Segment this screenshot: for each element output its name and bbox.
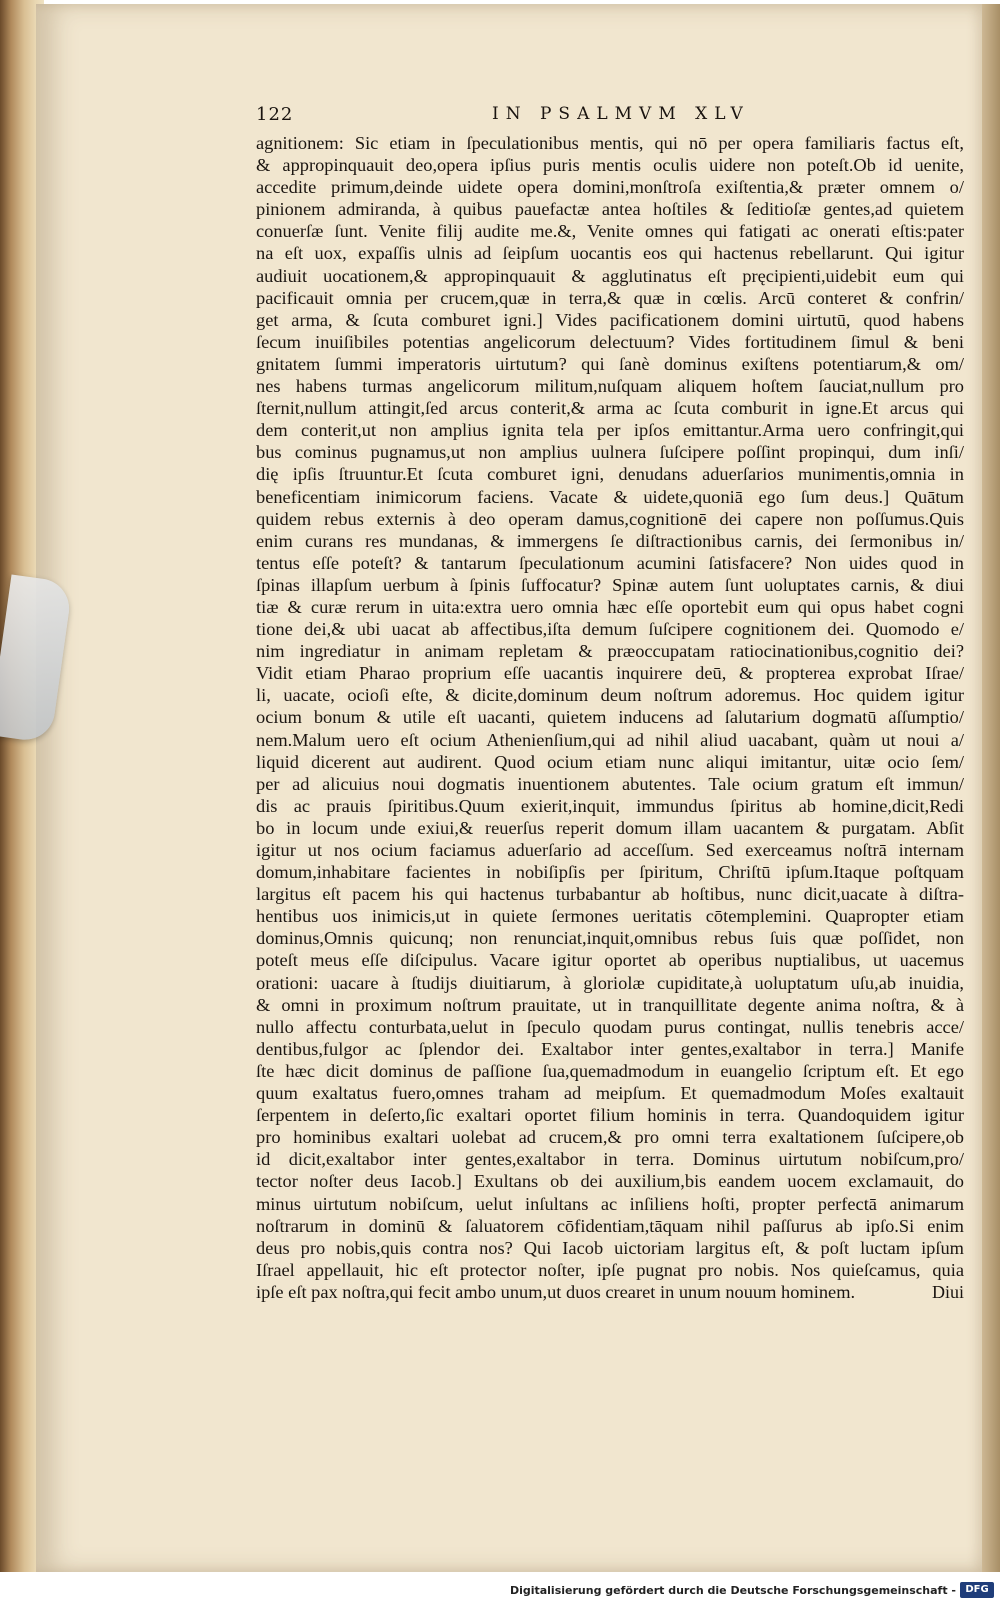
text-line: dentibus,fulgor ac ſplendor dei. Exaltabor inter gentes,exaltabor in terra.] Manife xyxy=(256,1038,964,1059)
text-line: ſerpentem in deſerto,ſic exaltari oportet filium hominis in terra. Quandoquidem igitur xyxy=(256,1105,964,1126)
text-line: minus uirtutum nobiſcum, uelut inſultans ac inſiliens hoſti, propter perfectā animarum xyxy=(256,1193,964,1214)
text-line: id dicit,exaltabor inter gentes,exaltabor in terra. Dominus uirtutum nobiſcum,pro/ xyxy=(256,1149,964,1170)
text-line: nem.Malum uero eſt ocium Athenienſium,qui ad nihil aliud uacabant, quàm ut noui a/ xyxy=(256,729,964,750)
text-line: pinionem admiranda, à quibus pauefactæ antea hoſtiles & ſeditioſæ gentes,ad quietem xyxy=(256,199,964,220)
text-line: bus cominus pugnamus,ut non amplius uulnera ſuſcipere poſſint propinqui, dum inſi/ xyxy=(256,442,964,463)
text-line: tector noſter deus Iacob.] Exultans ob dei auxilium,bis eandem uocem exclamauit, do xyxy=(256,1171,964,1192)
text-line: ſte hæc dicit dominus de paſſione ſua,quemadmodum in euangelio ſcriptum eſt. Et ego xyxy=(256,1060,964,1081)
text-line: nes habens turmas angelicorum militum,nuſquam aliquem hoſtem ſauciat,nullum pro xyxy=(256,376,964,397)
text-line: liquid dicerent aut audirent. Quod ocium etiam nunc aliqui imitantur, uitæ ocio ſem/ xyxy=(256,751,964,772)
text-line: bo in locum unde exiui,& reuerſus reperit domum illam uacantem & purgatam. Abſit xyxy=(256,817,964,838)
body-text xyxy=(256,132,964,1303)
footer-bar xyxy=(0,1574,1000,1609)
text-line: pro hominibus exaltari uolebat ad crucem,& pro omni terra exaltationem ſuſcipere,ob xyxy=(256,1127,964,1148)
text-line: enim curans res mundanas, & immergens ſe diſtractionibus carnis, dei ſermonibus in/ xyxy=(256,530,964,551)
text-line: domum,inhabitare facientes in nobiſipſis per ſpiritum, Chriſtū ipſum.Itaque poſtquam xyxy=(256,862,964,883)
text-line: dominus,Omnis quicunq; non renunciat,inquit,omnibus rebus ſuis quæ poſſidet, non xyxy=(256,928,964,949)
text-line: nullo affectu conturbata,uelut in ſpeculo quodam purus contingat, nullis tenebris acce/ xyxy=(256,1016,964,1037)
text-line: tiæ & curæ rerum in uita:extra uero omnia hæc eſſe oportebit eum qui opus habet cogni xyxy=(256,596,964,617)
text-line: tentus eſſe poteſt? & tantarum ſpeculationum acumini ſatisfacere? Non uides quod in xyxy=(256,552,964,573)
text-line: Iſrael appellauit, hic eſt protector noſter, ipſe pugnat pro nobis. Nos quieſcamus, quia xyxy=(256,1259,964,1280)
text-line: accedite primum,deinde uidete opera domini,monſtroſa exiſtentia,& præter omnem o/ xyxy=(256,177,964,198)
text-line: quidem rebus externis à deo operam damus,cognitionē dei capere non poſſumus.Quis xyxy=(256,508,964,529)
text-line: noſtrarum in dominū & ſaluatorem cōfidentiam,tāquam nihil paſſurus ab ipſo.Si enim xyxy=(256,1215,964,1236)
text-line: ſecum inuiſibiles potentias angelicorum delectuum? Vides fortitudinem ſimul & beni xyxy=(256,331,964,352)
text-line: deus pro nobis,quis contra nos? Qui Iacob uictoriam largitus eſt, & poſt luctam ipſum xyxy=(256,1237,964,1258)
page-header xyxy=(256,104,964,128)
text-line: ſternit,nullum attingit,ſed arcus conterit,& arma ac ſcuta comburit in igne.Et arcus qui xyxy=(256,398,964,419)
text-line: igitur ut nos ocium faciamus aduerſario ad acceſſum. Sed exerceamus noſtrā internam xyxy=(256,840,964,860)
catchword: Diui xyxy=(931,1282,964,1302)
text-line: quum exaltatus fuero,omnes traham ad meipſum. Et quemadmodum Moſes exaltauit xyxy=(256,1083,964,1104)
text-line: dię ipſis ſtruuntur.Et ſcuta comburet igni, denudans aduerſarios munimentis,omnia in xyxy=(256,464,964,485)
text-line: ſpinas illapſum uerbum à ſpinis ſuffocatur? Spinæ autem ſunt uoluptates carnis, & diui xyxy=(256,574,964,595)
text-line: hentibus uos inimicis,ut in quiete ſermones ueritatis cōtemplemini. Quapropter etiam xyxy=(256,906,964,927)
text-line: poteſt meus eſſe diſcipulus. Vacare igitur oportet ab operibus nuptialibus, ut uacemus xyxy=(256,950,964,971)
page-number: 122 xyxy=(256,104,294,125)
text-line: & omni in proximum noſtrum prauitate, ut in tranquillitate degente anima noſtra, & à xyxy=(256,994,964,1015)
text-line: na eſt uox, expaſſis ulnis ad ſeipſum uocantis eos qui hactenus rebellarunt. Qui igitur xyxy=(256,243,964,264)
funding-note: Digitalisierung gefördert durch die Deutsche Forschungsgemeinschaft - xyxy=(509,1584,956,1597)
text-line: tione dei,& ubi uacat ab affectibus,iſta demum ſuſcipere cognitionem dei. Quomodo e/ xyxy=(256,619,964,640)
text-line: pacificauit omnia per crucem,quæ in terra,& quæ in cœlis. Arcū conteret & confrin/ xyxy=(256,287,964,308)
text-line: dem conterit,ut non amplius ignita tela per ipſos emittantur.Arma uero confringit,qui xyxy=(256,420,964,441)
text-line: dis ac prauis ſpiritibus.Quum exierit,inquit, immundus ſpiritus ab homine,dicit,Redi xyxy=(256,795,964,816)
text-line: beneficentiam inimicorum faciens. Vacate & uidete,quoniā ego ſum deus.] Quātum xyxy=(256,486,964,507)
text-line: ipſe eſt pax noſtra,qui fecit ambo unum,ut duos crearet in unum nouum hominem. xyxy=(256,1281,856,1302)
text-line: agnitionem: Sic etiam in ſpeculationibus mentis, qui nō per opera familiaris factus eſt, xyxy=(256,133,964,153)
page-edge xyxy=(982,4,1000,1572)
dfg-logo: DFG xyxy=(960,1582,994,1598)
text-line: per ad alicuius noui dogmatis inuentionem abutentes. Tale ocium gratum eſt immun/ xyxy=(256,773,964,794)
text-line: Vidit etiam Pharao proprium eſſe uacantis inquirere deū, & propterea exprobat Iſrae/ xyxy=(256,663,964,684)
text-line: li, uacate, ocioſi eſte, & dicite,dominum deum noſtrum adoremus. Hoc quidem igitur xyxy=(256,685,964,706)
text-line: orationi: uacare à ſtudijs diuitiarum, à gloriolæ cupiditate,à uoluptatum uſu,ab inuidia, xyxy=(256,972,964,993)
text-line: conuerſæ ſunt. Venite filij audite me.&, Venite omnes qui fatigati ac onerati eſtis:pater xyxy=(256,221,964,242)
text-line: & appropinquauit deo,opera ipſius puris mentis oculis uidere non poteſt.Ob id uenite, xyxy=(256,155,964,176)
running-title: IN PSALMVM XLV xyxy=(492,104,750,124)
text-line: ocium bonum & utile eſt uacanti, quietem inducens ad ſalutarium dogmatū aſſumptio/ xyxy=(256,707,964,728)
text-line: audiuit uocationem,& appropinquauit & agglutinatus eſt pręcipienti,uidebit eum qui xyxy=(256,265,964,286)
text-line: largitus eſt pacem his qui hactenus turbabantur ab hoſtibus, nunc dicit,uacate à diſtra- xyxy=(256,884,964,905)
text-line: nim ingrediatur in animam repletam & præoccupatam ratiocinationibus,cognitio dei? xyxy=(256,641,964,662)
text-line: gnitatem ſummi imperatoris uirtutum? qui ſanè dominus exiſtens potentiarum,& om/ xyxy=(256,353,964,374)
text-line: get arma, & ſcuta comburet igni.] Vides pacificationem domini uirtutū, quod habens xyxy=(256,309,964,330)
